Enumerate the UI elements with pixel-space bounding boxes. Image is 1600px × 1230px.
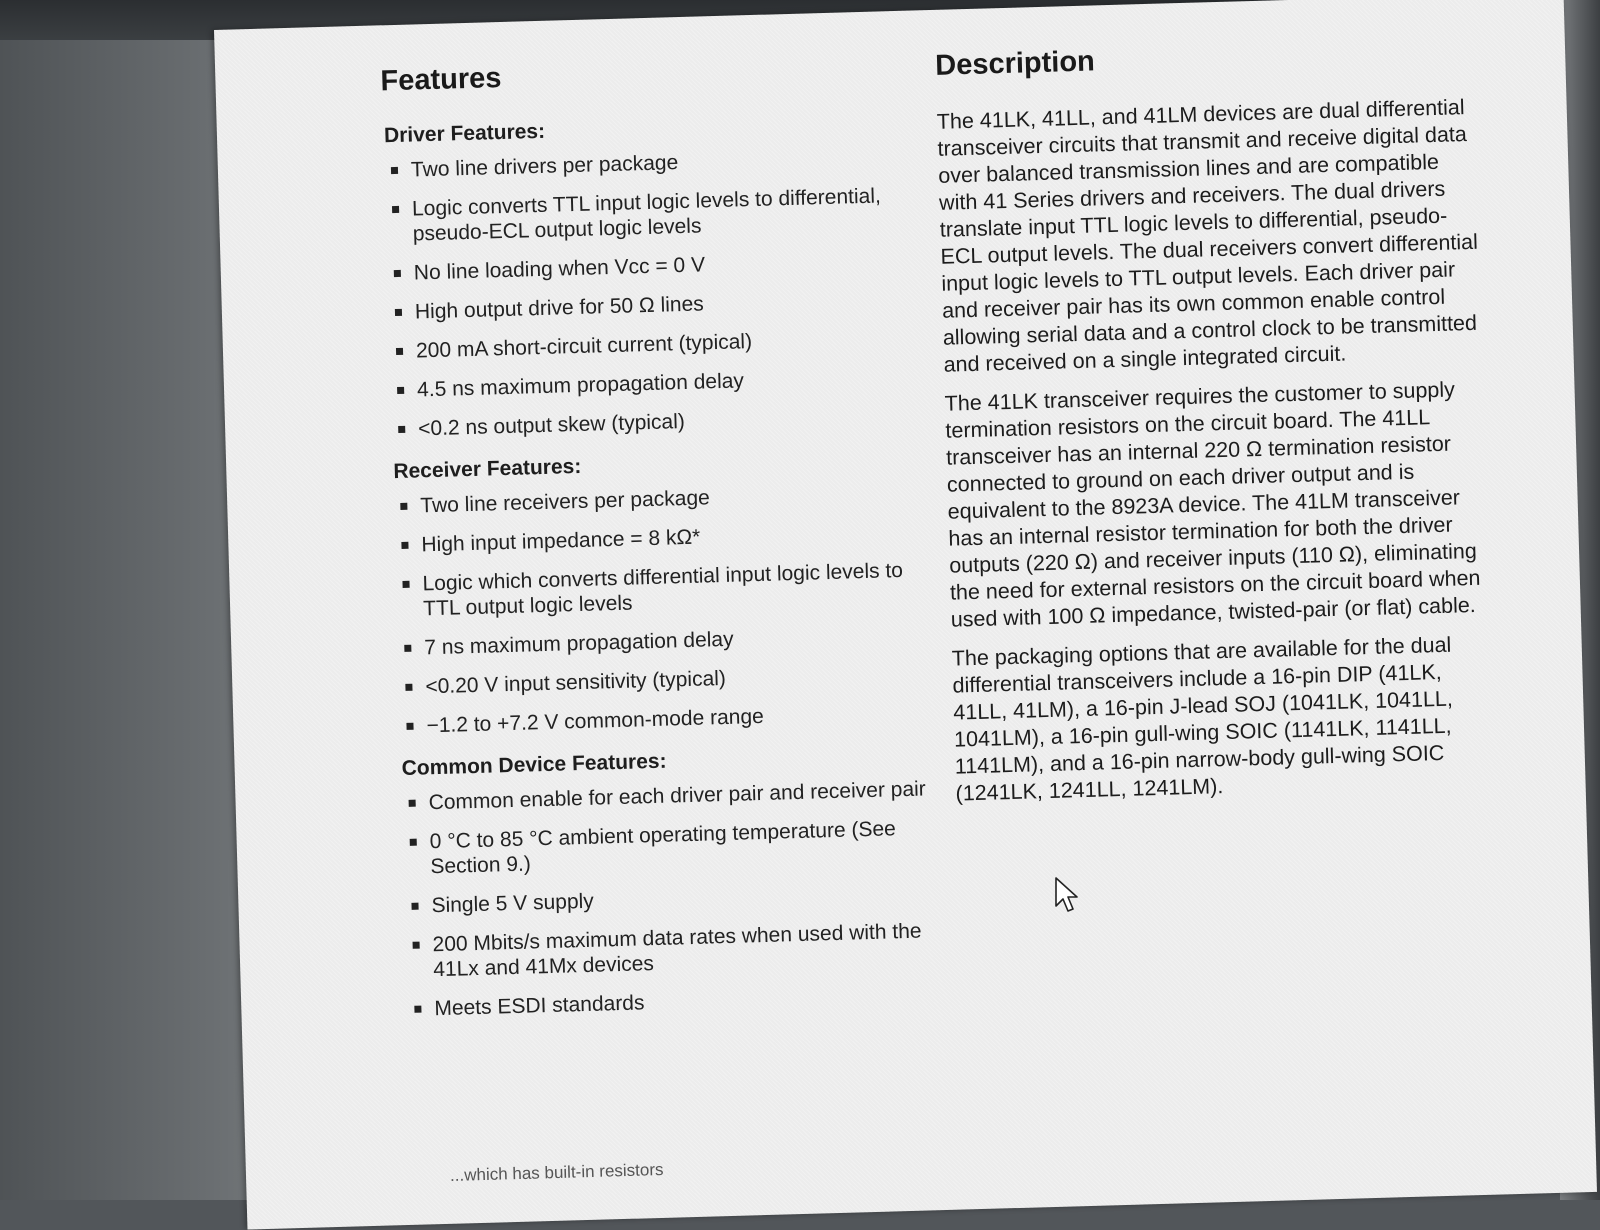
square-bullet-icon (401, 542, 408, 549)
feature-item-text: Common enable for each driver pair and receiver pair (428, 777, 927, 815)
square-bullet-icon (392, 206, 399, 213)
square-bullet-icon (414, 1006, 421, 1013)
square-bullet-icon (411, 903, 418, 910)
feature-item (403, 879, 943, 919)
cut-off-footer-text: ...which has built-in resistors (449, 1160, 664, 1185)
square-bullet-icon (410, 839, 417, 846)
feature-section-title: Receiver Features: (393, 454, 582, 484)
feature-section-title: Common Device Features: (401, 749, 667, 781)
square-bullet-icon (397, 387, 404, 394)
feature-item (386, 246, 926, 286)
square-bullet-icon (396, 348, 403, 355)
feature-item (390, 402, 930, 442)
square-bullet-icon (400, 503, 407, 510)
feature-item-text: Single 5 V supply (431, 889, 595, 918)
description-body (936, 94, 1495, 808)
square-bullet-icon (391, 167, 398, 174)
description-heading: Description (934, 45, 1096, 82)
square-bullet-icon (402, 581, 409, 588)
description-column (935, 35, 1496, 820)
feature-item-text: 4.5 ns maximum propagation delay (416, 369, 745, 402)
square-bullet-icon (398, 426, 405, 433)
feature-item-text: 200 Mbits/s maximum data rates when used with the 41Lx and 41Mx devices (432, 919, 922, 982)
feature-item (387, 285, 927, 325)
feature-item-text: −1.2 to +7.2 V common-mode range (426, 704, 765, 738)
feature-item-text: High output drive for 50 Ω lines (414, 292, 705, 324)
square-bullet-icon (394, 270, 401, 277)
feature-item (393, 518, 933, 558)
feature-item-text: <0.2 ns output skew (typical) (417, 410, 686, 441)
features-sections (382, 109, 947, 1022)
description-paragraph-2: The 41LK transceiver requires the customer to supply termination resistors on the circuit board. The 41LL transceiver has an internal 220 Ω termination resistor connected to ground on each driver output and is equivalent to the 8923A device. The 41LM transceiver has an internal resistor termination for both the driver outputs (220 Ω) and receiver inputs (110 Ω), eliminating the need for external resistors on the circuit board when used with 100 Ω impedance, twisted-pair (or flat) cable. (944, 377, 1481, 632)
feature-list (383, 143, 931, 442)
feature-section-title: Driver Features: (383, 119, 546, 148)
feature-item-text: Two line receivers per package (420, 486, 711, 518)
feature-item-text: Logic converts TTL input logic levels to differential, pseudo-ECL output logic levels (411, 184, 882, 246)
feature-item (392, 479, 932, 519)
feature-item (406, 982, 946, 1022)
square-bullet-icon (395, 309, 402, 316)
square-bullet-icon (409, 800, 416, 807)
feature-item (397, 660, 937, 700)
square-bullet-icon (406, 723, 413, 730)
features-heading: Features (380, 62, 502, 98)
feature-item (388, 324, 928, 364)
feature-item (401, 815, 942, 880)
feature-item-text: No line loading when Vcc = 0 V (413, 253, 706, 285)
feature-item-text: Meets ESDI standards (434, 991, 645, 1021)
feature-item (394, 557, 935, 622)
feature-item (384, 182, 925, 247)
feature-item (400, 776, 940, 816)
feature-item (398, 699, 938, 739)
feature-item-text: High input impedance = 8 kΩ* (421, 525, 701, 557)
square-bullet-icon (405, 684, 412, 691)
features-column (380, 50, 947, 1040)
feature-item-text: 0 °C to 85 °C ambient operating temperature (See Section 9.) (429, 817, 897, 879)
feature-item (404, 918, 945, 983)
square-bullet-icon (404, 645, 411, 652)
square-bullet-icon (413, 942, 420, 949)
feature-item-text: Two line drivers per package (410, 151, 679, 182)
feature-item-text: Logic which converts differential input logic levels to TTL output logic levels (422, 558, 904, 621)
feature-item (389, 363, 929, 403)
feature-item (396, 621, 936, 661)
mouse-pointer-icon (1054, 876, 1080, 914)
description-paragraph-1: The 41LK, 41LL, and 41LM devices are dual differential transceiver circuits that transmit and receive digital data over balanced transmission lines and are compatible with 41 Series drivers and receivers. The dual drivers translate input TTL logic levels to differential, pseudo-ECL output levels. The dual receivers convert differential input logic levels to TTL output levels. Each driver pair and receiver pair has its own common enable control allowing serial data and a control clock to be transmitted and received on a single integrated circuit. (936, 95, 1479, 377)
feature-item-text: <0.20 V input sensitivity (typical) (425, 666, 727, 699)
document-page (214, 0, 1597, 1230)
feature-list (392, 479, 939, 739)
feature-item-text: 7 ns maximum propagation delay (424, 627, 734, 660)
feature-list (400, 776, 946, 1022)
feature-item-text: 200 mA short-circuit current (typical) (415, 330, 753, 363)
description-paragraph-3: The packaging options that are available for the dual differential transceivers include a 16-pin DIP (41LK, 41LL, 41LM), a 16-pin J-lead SOJ (1041LK, 1041LL, 1041LM), a 16-pin gull-wing SOIC (1141LK, 1141LL, 1141LM), and a 16-pin narrow-body gull-wing SOIC (1241LK, 1241LL, 1241LM). (951, 632, 1454, 806)
feature-item (383, 143, 923, 183)
